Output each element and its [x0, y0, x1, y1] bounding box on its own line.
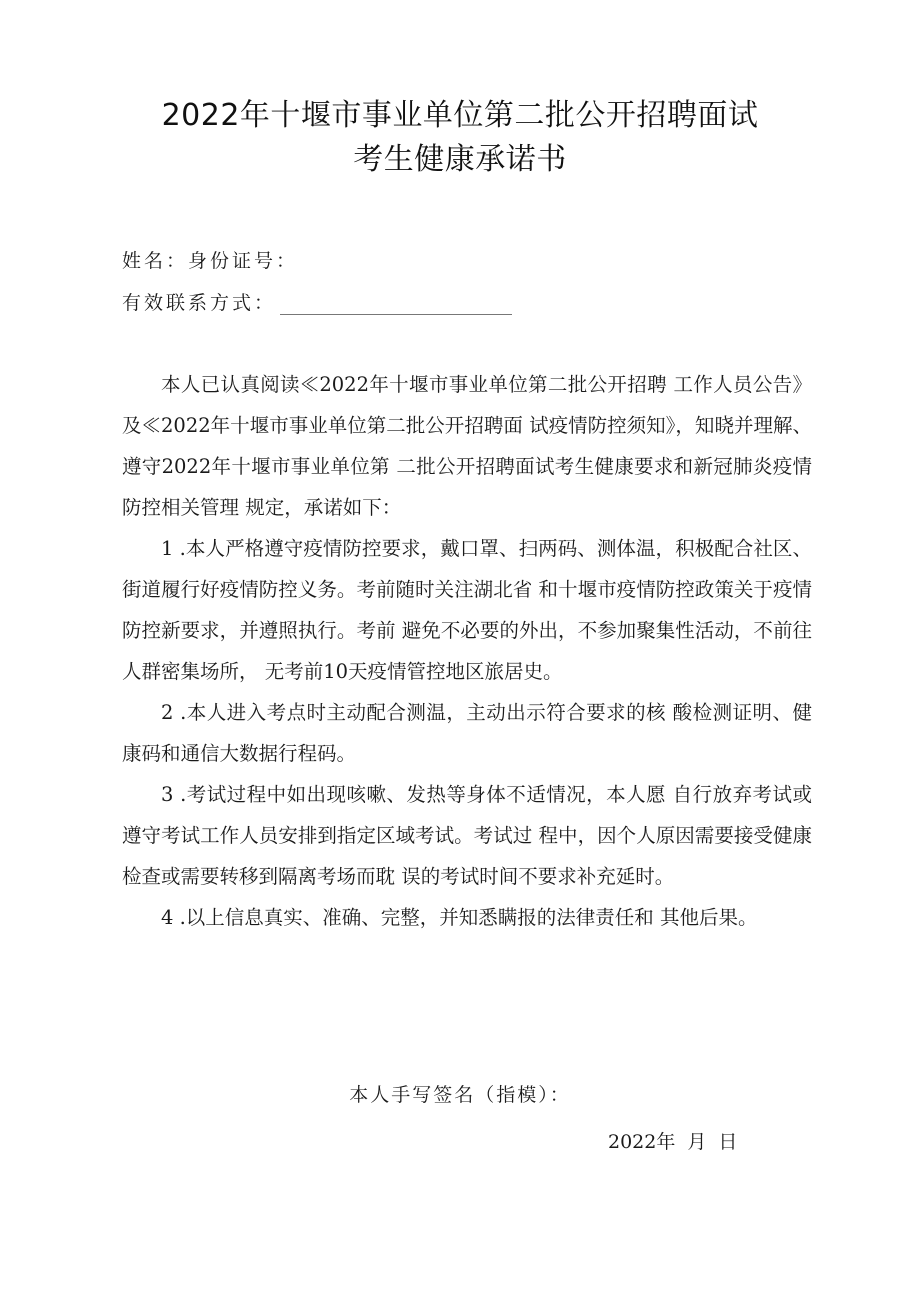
contact-blank-line [280, 294, 512, 315]
name-id-label: 姓名：身份证号： [122, 250, 299, 272]
commitment-item-1: 1 .本人严格遵守疫情防控要求，戴口罩、扫两码、测体温，积极配合社区、街道履行好疫情防控义务。考前随时关注湖北省 和十堰市疫情防控政策关于疫情防控新要求，并遵照执行。考前 避免不必要的外出，不参加聚集性活动，不前往人群密集场所， 无考前10天疫情管控地区旅居史。 [122, 537, 812, 683]
date-day: 日 [718, 1131, 738, 1153]
name-id-field [122, 246, 298, 273]
intro-paragraph: 本人已认真阅读≪2022年十堰市事业单位第二批公开招聘 工作人员公告》及≪2022年十堰市事业单位第二批公开招聘面 试疫情防控须知》，知晓并理解、遵守2022年十堰市事业单位第 二批公开招聘面试考生健康要求和新冠肺炎疫情防控相关管理 规定，承诺如下： [122, 373, 812, 519]
commitment-body [122, 364, 812, 938]
document-title-line-2: 考生健康承诺书 [353, 142, 567, 177]
contact-field [122, 288, 512, 315]
date-year: 2022年 [608, 1131, 676, 1153]
commitment-item-2: 2 .本人进入考点时主动配合测温，主动出示符合要求的核 酸检测证明、健康码和通信大数据行程码。 [122, 701, 812, 765]
contact-label: 有效联系方式： [122, 292, 277, 314]
signature-label: 本人手写签名（指模）： [349, 1084, 571, 1106]
commitment-item-4: 4 .以上信息真实、准确、完整，并知悉瞒报的法律责任和 其他后果。 [161, 906, 758, 929]
date-line [608, 1127, 749, 1154]
signature-line [0, 1080, 920, 1107]
date-month: 月 [687, 1131, 707, 1153]
commitment-item-3: 3 .考试过程中如出现咳嗽、发热等身体不适情况，本人愿 自行放弃考试或遵守考试工作人员安排到指定区域考试。考试过 程中，因个人原因需要接受健康检查或需要转移到隔离考场而耽 误的考试时间不要求补充延时。 [122, 783, 812, 888]
document-title-line-1: 2022年十堰市事业单位第二批公开招聘面试 [161, 98, 759, 133]
